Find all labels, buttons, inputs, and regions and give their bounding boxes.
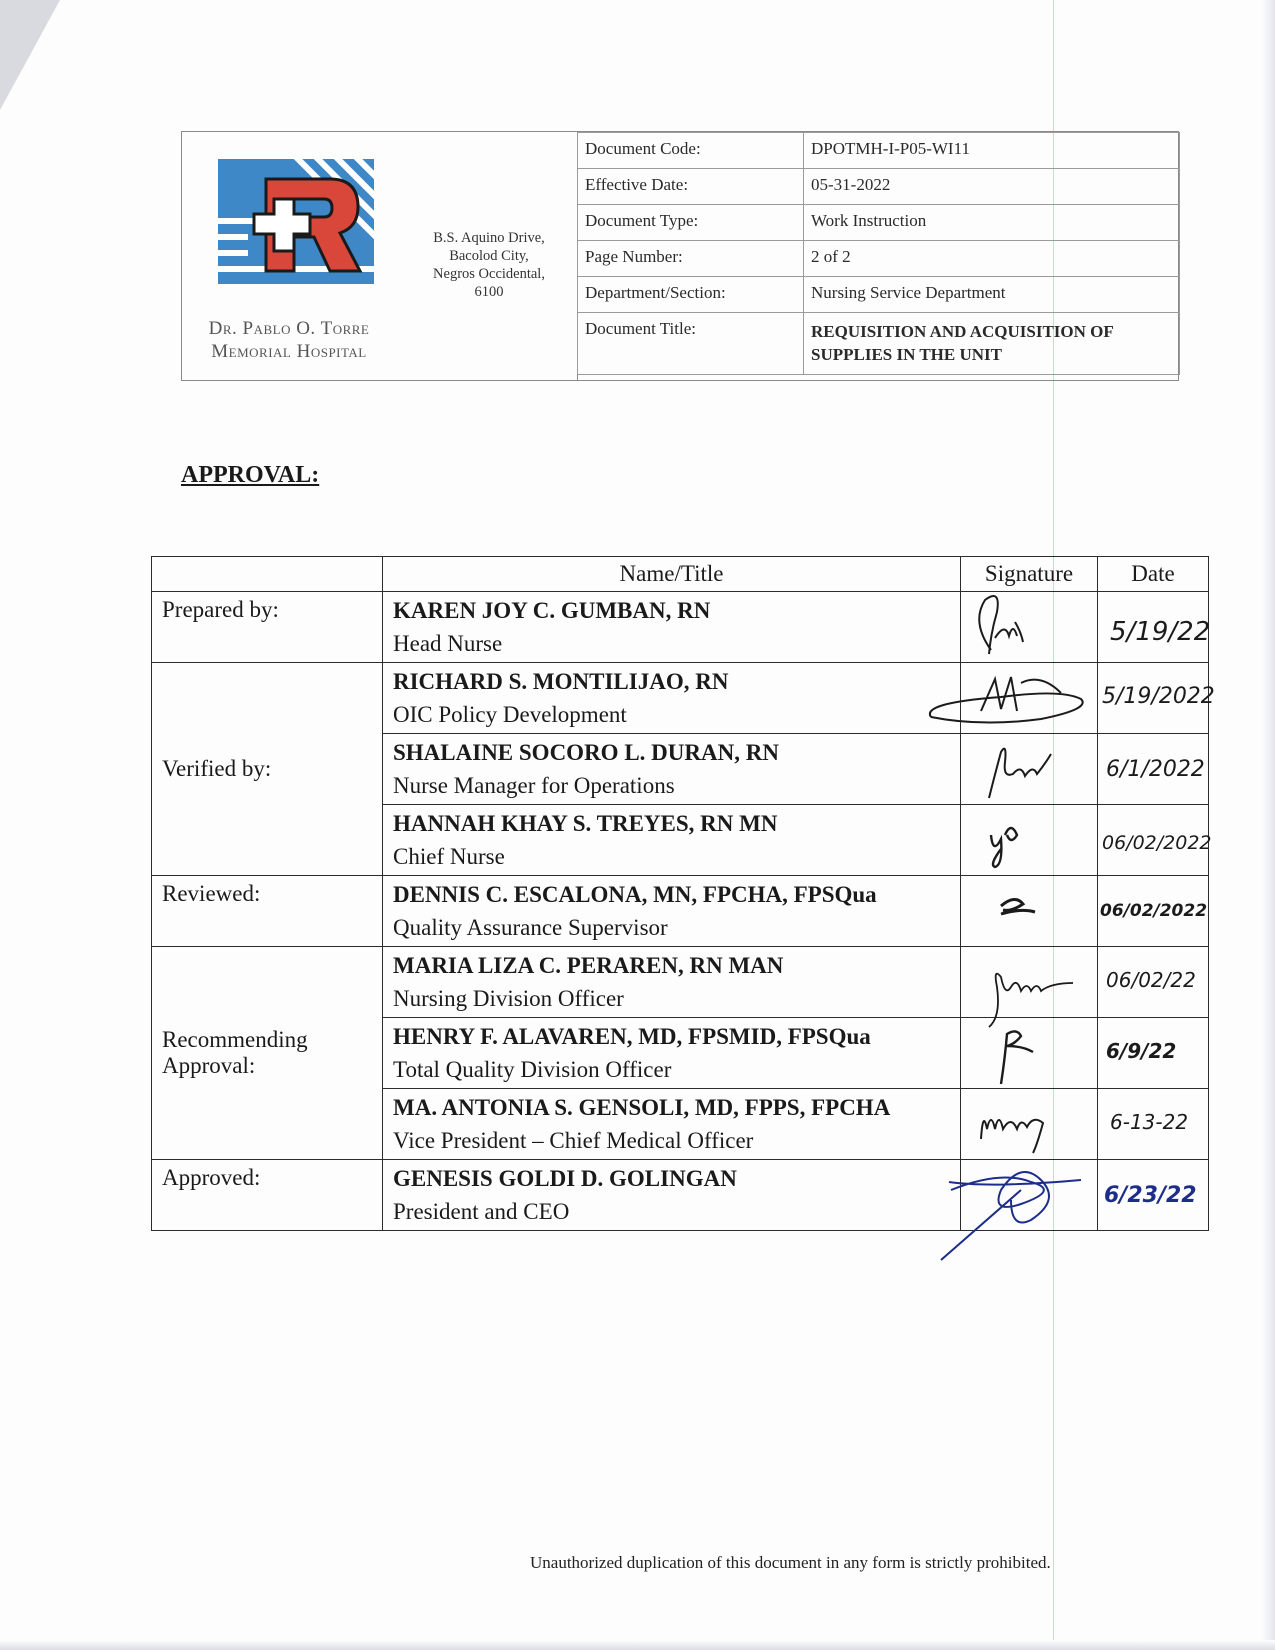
- date-value: 06/02/2022: [1102, 832, 1212, 854]
- signatory-name: HENRY F. ALAVAREN, MD, FPSMID, FPSQua: [393, 1024, 871, 1049]
- signatory-title: Nursing Division Officer: [393, 986, 624, 1011]
- date-value: 6-13-22: [1110, 1110, 1189, 1134]
- role-recommending-approval: [152, 947, 383, 1160]
- handwritten-date: [1098, 805, 1212, 869]
- department-label: Department/Section:: [578, 277, 804, 313]
- date-cell: [1098, 734, 1209, 805]
- handwritten-date: [1098, 876, 1206, 940]
- handwritten-date: [1098, 947, 1206, 1011]
- signature-cell: [961, 1160, 1098, 1231]
- document-title-label: Document Title:: [578, 313, 804, 375]
- signatory-title: Nurse Manager for Operations: [393, 773, 675, 798]
- table-row: [152, 592, 1209, 663]
- signature-golingan: [961, 1160, 1095, 1224]
- signature-column-header: Signature: [961, 557, 1098, 592]
- name-title-cell: [383, 1160, 961, 1231]
- signature-cell: [961, 592, 1098, 663]
- page-number-value: 2 of 2: [804, 241, 1180, 277]
- folded-corner: [0, 0, 60, 110]
- role-approved: Approved:: [152, 1160, 383, 1231]
- signatory-name: SHALAINE SOCORO L. DURAN, RN: [393, 740, 779, 765]
- name-title-cell: [383, 663, 961, 734]
- date-cell: [1098, 1160, 1209, 1231]
- date-cell: [1098, 947, 1209, 1018]
- signatory-name: MA. ANTONIA S. GENSOLI, MD, FPPS, FPCHA: [393, 1095, 891, 1120]
- signatory-title: President and CEO: [393, 1199, 570, 1224]
- hospital-name-line2: Memorial Hospital: [211, 341, 367, 362]
- role-reviewed: Reviewed:: [152, 876, 383, 947]
- date-value: 5/19/22: [1110, 617, 1211, 647]
- role-prepared-by: Prepared by:: [152, 592, 383, 663]
- document-title-value: REQUISITION AND ACQUISITION OF SUPPLIES IN THE UNIT: [804, 313, 1180, 375]
- signature-cell: [961, 734, 1098, 805]
- signature-escalona: [961, 876, 1095, 940]
- date-value: 6/9/22: [1106, 1039, 1177, 1063]
- name-title-cell: [383, 1018, 961, 1089]
- signature-cell: [961, 876, 1098, 947]
- signatory-title: OIC Policy Development: [393, 702, 627, 727]
- date-column-header: Date: [1098, 557, 1209, 592]
- date-cell: [1098, 876, 1209, 947]
- hospital-name: [194, 317, 384, 363]
- signature-montilijao: [961, 663, 1095, 727]
- date-cell: [1098, 1018, 1209, 1089]
- handwritten-date: [1098, 663, 1215, 727]
- page-number-label: Page Number:: [578, 241, 804, 277]
- info-row: [578, 277, 1180, 313]
- handwritten-date: [1098, 1160, 1206, 1224]
- info-row: [578, 313, 1180, 375]
- info-row: [578, 169, 1180, 205]
- hospital-name-line1: Dr. Pablo O. Torre: [208, 318, 370, 339]
- footer-notice: Unauthorized duplication of this document in any form is strictly prohibited.: [530, 1553, 1051, 1572]
- document-info-table: [577, 132, 1180, 375]
- name-title-cell: [383, 734, 961, 805]
- table-row: [152, 876, 1209, 947]
- name-title-cell: [383, 1089, 961, 1160]
- table-row: [152, 663, 1209, 734]
- address-line: Bacolod City,: [449, 248, 529, 264]
- page-edge-right: [1261, 0, 1275, 1650]
- date-value: 6/23/22: [1104, 1183, 1197, 1208]
- department-value: Nursing Service Department: [804, 277, 1180, 313]
- name-title-cell: [383, 947, 961, 1018]
- signatory-name: MARIA LIZA C. PERAREN, RN MAN: [393, 953, 784, 978]
- date-cell: [1098, 592, 1209, 663]
- info-row: [578, 205, 1180, 241]
- document-code-value: DPOTMH-I-P05-WI11: [804, 133, 1180, 169]
- logo-cell: [182, 132, 578, 380]
- signature-cell: [961, 1089, 1098, 1160]
- handwritten-date: [1098, 734, 1206, 798]
- signature-alavaren: [961, 1018, 1095, 1082]
- address-line: Negros Occidental,: [433, 266, 545, 282]
- table-row: [152, 947, 1209, 1018]
- approval-heading: APPROVAL:: [181, 462, 320, 488]
- document-header: [181, 131, 1179, 381]
- date-value: 06/02/2022: [1100, 901, 1208, 921]
- signatory-name: HANNAH KHAY S. TREYES, RN MN: [393, 811, 778, 836]
- date-value: 5/19/2022: [1102, 684, 1215, 709]
- document-type-label: Document Type:: [578, 205, 804, 241]
- signature-treyes: [961, 805, 1095, 869]
- signature-cell: [961, 805, 1098, 876]
- info-row: [578, 241, 1180, 277]
- signature-gensoli: [961, 1089, 1095, 1153]
- signature-cell: [961, 663, 1098, 734]
- handwritten-date: [1098, 592, 1211, 656]
- table-row: [152, 1160, 1209, 1231]
- date-value: 6/1/2022: [1106, 757, 1205, 782]
- document-type-value: Work Instruction: [804, 205, 1180, 241]
- info-row: [578, 133, 1180, 169]
- signature-gumban: [961, 592, 1095, 656]
- signatory-name: DENNIS C. ESCALONA, MN, FPCHA, FPSQua: [393, 882, 877, 907]
- signatory-title: Vice President – Chief Medical Officer: [393, 1128, 754, 1153]
- date-cell: [1098, 663, 1215, 734]
- hospital-logo-icon: [218, 159, 374, 284]
- name-title-cell: [383, 592, 961, 663]
- signature-cell: [961, 947, 1098, 1018]
- role-verified-by: Verified by:: [152, 663, 383, 876]
- date-value: 06/02/22: [1106, 968, 1196, 992]
- name-title-column-header: Name/Title: [383, 557, 961, 592]
- hospital-address: [414, 229, 564, 301]
- page-edge-bottom: [0, 1640, 1275, 1650]
- role-line: Recommending: [162, 1027, 308, 1052]
- signatory-name: GENESIS GOLDI D. GOLINGAN: [393, 1166, 737, 1191]
- document-code-label: Document Code:: [578, 133, 804, 169]
- effective-date-value: 05-31-2022: [804, 169, 1180, 205]
- address-line: B.S. Aquino Drive,: [433, 230, 545, 246]
- date-cell: [1098, 1089, 1209, 1160]
- address-line: 6100: [474, 284, 504, 300]
- signatory-name: RICHARD S. MONTILIJAO, RN: [393, 669, 729, 694]
- role-line: Approval:: [162, 1053, 256, 1078]
- approval-header-row: [152, 557, 1209, 592]
- signatory-title: Total Quality Division Officer: [393, 1057, 672, 1082]
- signatory-title: Chief Nurse: [393, 844, 505, 869]
- handwritten-date: [1098, 1018, 1206, 1082]
- effective-date-label: Effective Date:: [578, 169, 804, 205]
- name-title-cell: [383, 876, 961, 947]
- handwritten-date: [1098, 1089, 1206, 1153]
- name-title-cell: [383, 805, 961, 876]
- signature-cell: [961, 1018, 1098, 1089]
- signature-duran: [961, 734, 1095, 798]
- signatory-name: KAREN JOY C. GUMBAN, RN: [393, 598, 711, 623]
- approval-table: [151, 556, 1215, 1231]
- signature-peraren: [961, 947, 1095, 1011]
- role-column-header: [152, 557, 383, 592]
- date-cell: [1098, 805, 1212, 876]
- signatory-title: Head Nurse: [393, 631, 503, 656]
- signatory-title: Quality Assurance Supervisor: [393, 915, 668, 940]
